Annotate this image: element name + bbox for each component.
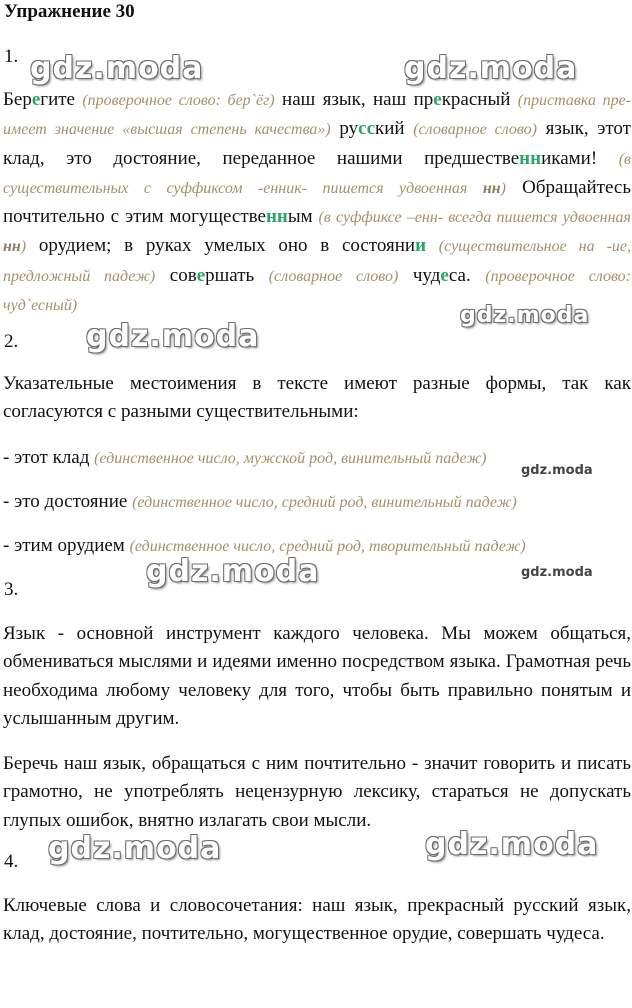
list-item-text: - этот клад — [3, 447, 95, 468]
watermark-logo: gdz.moda — [30, 51, 204, 86]
watermark-logo: gdz.moda — [460, 303, 590, 328]
watermark-logo: gdz.moda — [425, 827, 599, 862]
text-run: наш язык, наш пр — [274, 89, 434, 110]
section-3-paragraph-2: Беречь наш язык, обращаться с ним почтительно - значит говорить и писать грамотно, не употреблять нецензурную лексику, стараться не допускать глупых ошибок, внятно излагать свои мысли. — [3, 753, 631, 831]
rule-comment-emphasis: нн — [3, 238, 21, 256]
rule-comment-part: ) — [20, 238, 27, 256]
text-run: Обращайтесь почтительно с этим могуществе — [3, 176, 631, 228]
text-run: ршать — [205, 264, 269, 286]
list-item — [3, 445, 486, 472]
section-1-number: 1. — [4, 46, 19, 67]
text-run: Бер — [3, 89, 32, 110]
text-run: гите — [40, 89, 83, 110]
watermark-logo: gdz.moda — [521, 565, 593, 580]
rule-comment: (проверочное слово: чуд`есный) — [3, 267, 632, 315]
text-run: ру — [330, 118, 359, 140]
text-run: са. — [448, 264, 486, 286]
section-4-paragraph: Ключевые слова и словосочетания: наш язык, прекрасный русский язык, клад, достояние, почтительно, могущественное орудие, совершать чудеса. — [3, 895, 631, 945]
highlighted-letter: сс — [358, 118, 376, 140]
text-run: иками! — [541, 147, 619, 169]
rule-comment: (проверочное слово: бер`ёг) — [82, 92, 275, 109]
watermark-logo: gdz.moda — [48, 831, 222, 866]
text-run: сов — [155, 264, 197, 286]
watermark-logo: gdz.moda — [521, 463, 593, 478]
text-run: красный — [441, 89, 518, 110]
section-1-text — [3, 86, 631, 320]
rule-comment: (приставка пре- имеет значение «высшая степень качества») — [3, 92, 631, 139]
rule-comment: (существительное на -ие, предложный падеж) — [3, 238, 632, 285]
highlighted-letter: е — [31, 89, 41, 110]
highlighted-letter: е — [440, 264, 449, 286]
section-2-intro: Указательные местоимения в тексте имеют разные формы, так как согласуются с разными существительными: — [3, 373, 631, 423]
highlighted-letter: и — [415, 235, 427, 257]
section-2-number: 2. — [4, 331, 19, 352]
text-run: ым — [287, 206, 319, 228]
rule-comment-part: (в существительных с суффиксом -енник- пишется удвоенная — [3, 150, 631, 197]
grammar-note: (единственное число, мужской род, винительный падеж) — [94, 450, 487, 467]
list-item-text: - это достояние — [3, 491, 133, 512]
rule-comment-part: ) — [500, 179, 506, 197]
section-3-number: 3. — [4, 579, 19, 600]
rule-comment: (словарное слово) — [413, 121, 537, 139]
section-4-number: 4. — [4, 851, 19, 872]
text-run — [426, 235, 439, 256]
rule-comment-emphasis: нн — [482, 179, 501, 197]
watermark-logo: gdz.moda — [146, 554, 320, 589]
highlighted-letter: е — [196, 264, 206, 286]
text-run: язык, этот клад, это достояние, переданное нашими предшестве — [3, 118, 631, 169]
watermark-logo: gdz.moda — [404, 51, 578, 86]
text-run: кий — [375, 118, 414, 140]
section-3-paragraph-1: Язык - основной инструмент каждого человека. Мы можем общаться, обмениваться мыслями и идеями именно посредством языка. Грамотная речь необходима любому человеку для того, чтобы быть правильно понятым и услышанным другим. — [3, 623, 631, 729]
exercise-title: Упражнение 30 — [4, 1, 135, 22]
watermark-logo: gdz.moda — [86, 319, 260, 354]
list-item-text: - этим орудием — [3, 535, 130, 556]
rule-comment-part: (в суффиксе –енн- всегда пишется удвоенная — [318, 209, 631, 227]
highlighted-letter: нн — [519, 147, 542, 169]
text-run: орудием; в руках умелых оно в состояни — [26, 235, 416, 257]
list-item — [3, 489, 517, 516]
grammar-note: (единственное число, средний род, винительный падеж) — [132, 494, 517, 511]
text-run: чуд — [398, 264, 441, 286]
grammar-note: (единственное число, средний род, творительный падеж) — [129, 538, 526, 555]
rule-comment: (словарное слово) — [268, 267, 399, 285]
highlighted-letter: е — [433, 89, 442, 110]
highlighted-letter: нн — [265, 206, 288, 228]
